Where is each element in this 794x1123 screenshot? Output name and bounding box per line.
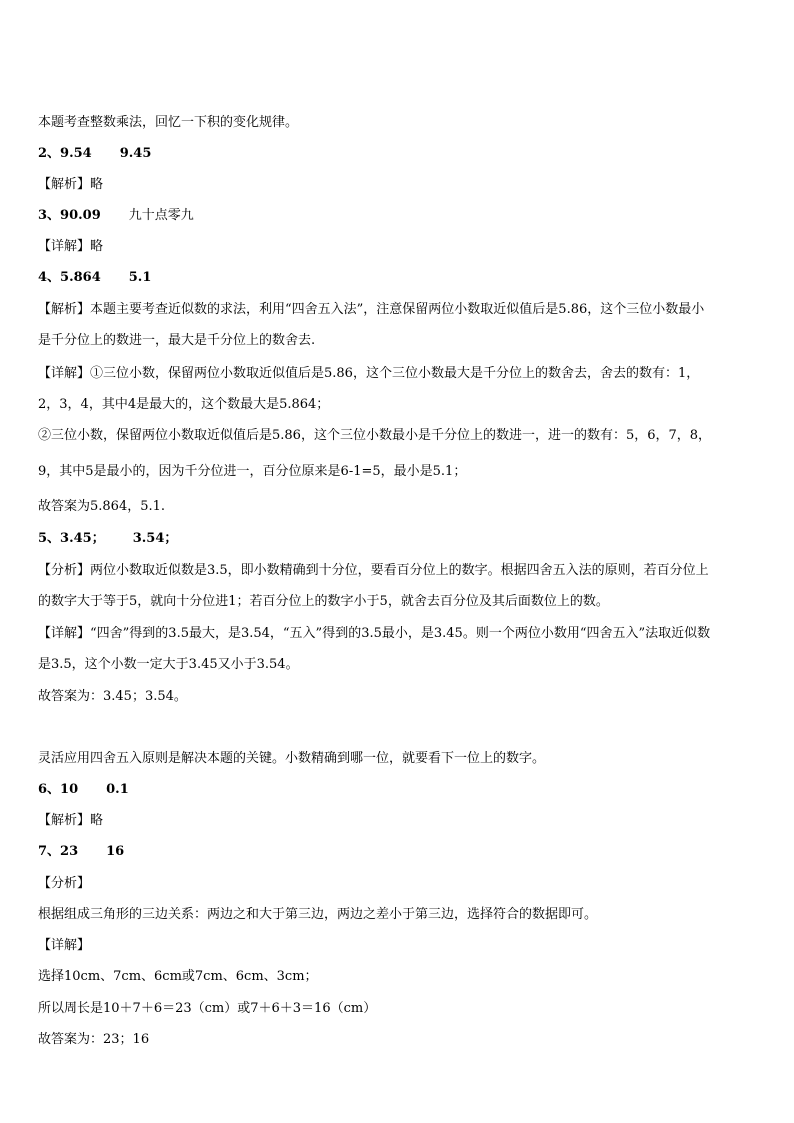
- answer-value: 3.54；: [132, 531, 178, 546]
- answer-line: [38, 146, 764, 162]
- text-line: 是千分位上的数进一，最大是千分位上的数舍去.: [38, 333, 316, 348]
- text-line: 【解析】略: [38, 177, 104, 192]
- text-line: 故答案为：3.45；3.54。: [38, 689, 187, 704]
- text-line: 灵活应用四舍五入原则是解决本题的关键。小数精确到哪一位，就要看下一位上的数字。: [38, 751, 546, 766]
- text-line: 【解析】略: [38, 813, 104, 828]
- text-line: 【详解】“四舍”得到的3.5最大，是3.54，“五入”得到的3.5最小，是3.45。则一个两位小数用“四舍五入”法取近似数: [38, 626, 711, 641]
- text-line: 【详解】: [38, 938, 91, 953]
- answer-line: [38, 531, 764, 547]
- text-line: 故答案为：23；16: [38, 1032, 150, 1047]
- text-line: 本题考查整数乘法，回忆一下积的变化规律。: [38, 115, 299, 130]
- text-line: 【分析】: [38, 876, 91, 891]
- answer-number: 4、5.864: [38, 270, 101, 285]
- answer-value: 9.45: [119, 146, 152, 161]
- answer-line: [38, 208, 764, 224]
- answer-value: 0.1: [106, 782, 129, 797]
- answer-number: 5、3.45；: [38, 531, 105, 546]
- text-line: 9，其中5是最小的，因为千分位进一，百分位原来是6-1=5，最小是5.1；: [38, 464, 467, 479]
- answer-number: 2、9.54: [38, 146, 92, 161]
- text-line: 【分析】两位小数取近似数是3.5，即小数精确到十分位，要看百分位上的数字。根据四舍五入法的原则，若百分位上: [38, 563, 709, 578]
- answer-number: 7、23: [38, 844, 79, 859]
- text-line: 故答案为5.864，5.1.: [38, 499, 166, 514]
- text-line: 【详解】①三位小数，保留两位小数取近似值后是5.86，这个三位小数最大是千分位上的数舍去，舍去的数有：1，: [38, 366, 700, 381]
- text-line: 2，3，4，其中4是最大的，这个数最大是5.864；: [38, 397, 330, 412]
- text-line: 选择10cm、7cm、6cm或7cm、6cm、3cm；: [38, 969, 318, 984]
- answer-line: [38, 270, 764, 286]
- text-line: 所以周长是10＋7＋6＝23（cm）或7＋6＋3＝16（cm）: [38, 1001, 377, 1016]
- text-line: ②三位小数，保留两位小数取近似值后是5.86，这个三位小数最小是千分位上的数进一，进一的数有：5，6，7，8，: [38, 428, 712, 443]
- text-line: 根据组成三角形的三边关系：两边之和大于第三边，两边之差小于第三边，选择符合的数据即可。: [38, 907, 598, 922]
- text-line: 【解析】本题主要考查近似数的求法，利用“四舍五入法”，注意保留两位小数取近似值后是5.86，这个三位小数最小: [38, 302, 705, 317]
- text-line: 【详解】略: [38, 239, 104, 254]
- text-line: 是3.5，这个小数一定大于3.45又小于3.54。: [38, 657, 299, 672]
- answer-value: 5.1: [128, 270, 152, 285]
- answer-number: 6、10: [38, 782, 79, 797]
- text-line: 的数字大于等于5，就向十分位进1；若百分位上的数字小于5，就舍去百分位及其后面数位上的数。: [38, 594, 609, 609]
- answer-value: 九十点零九: [128, 208, 194, 223]
- answer-line: [38, 844, 764, 860]
- answer-value: 16: [106, 844, 125, 859]
- answer-number: 3、90.09: [38, 208, 101, 223]
- answer-line: [38, 782, 764, 798]
